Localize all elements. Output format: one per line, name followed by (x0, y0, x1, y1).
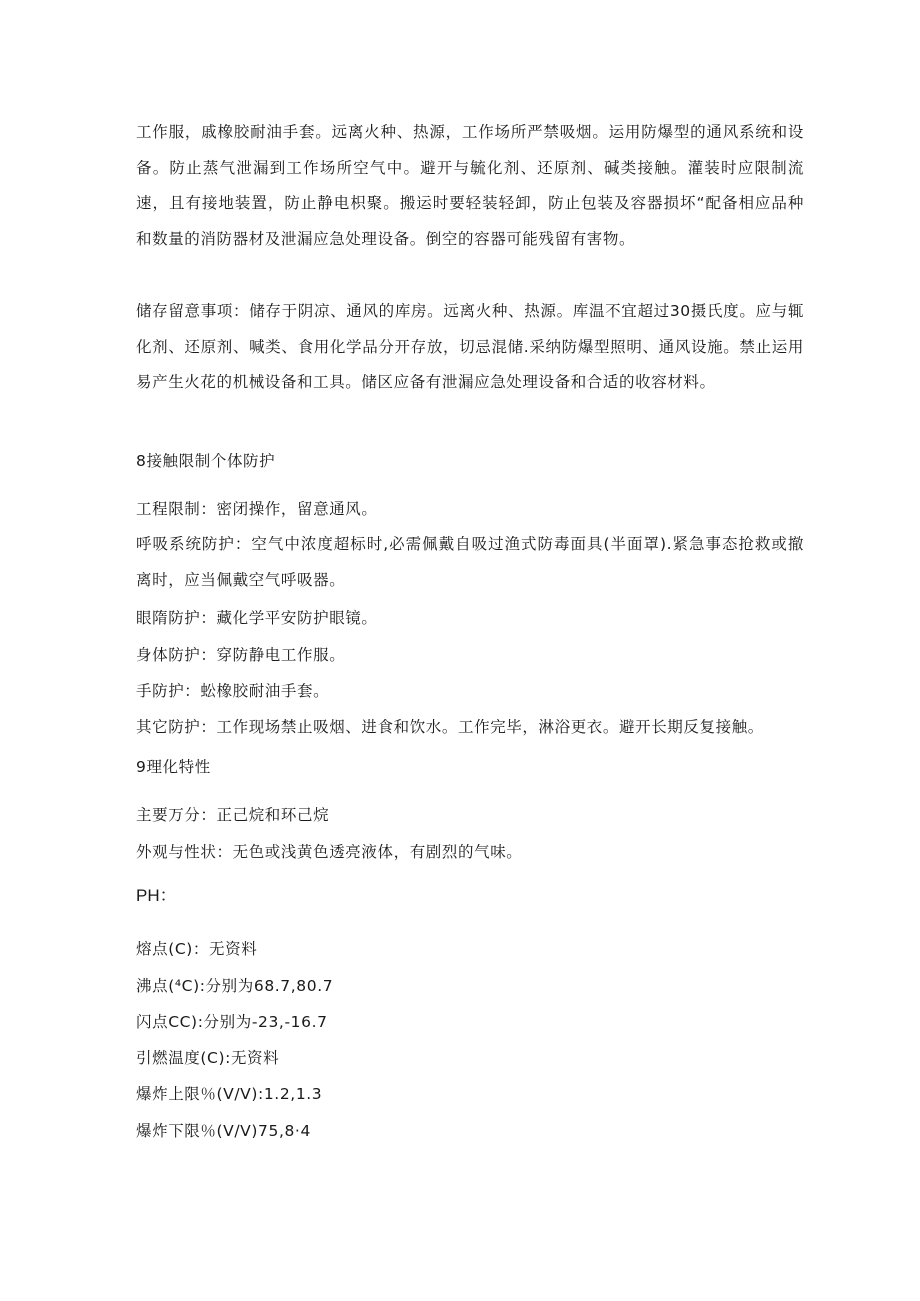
engineering-control-line: 工程限制：密闭操作，留意通风。 (136, 500, 378, 518)
section-8-heading: 8接触限制个体防护 (136, 452, 276, 470)
body-protection-line: 身体防护：穿防静电工作服。 (136, 646, 346, 664)
other-protection-line: 其它防护：工作现场禁止吸烟、进食和饮水。工作完毕，淋浴更衣。避开长期反复接触。 (136, 718, 764, 736)
section-9-heading: 9理化特性 (136, 758, 211, 776)
handling-precautions-paragraph: 工作服，戚橡胶耐油手套。远离火种、热源，工作场所严禁吸烟。运用防爆型的通风系统和设备。防止蒸气泄漏到工作场所空气中。避开与毓化剂、还原剂、碱类接触。灌装时应限制流速，且有接地装置，防止静电枳聚。搬运时要轻装轻卸，防止包装及容器损坏“配备相应品种和数量的消防器材及泄漏应急处理设备。倒空的容器可能残留有害物。 (136, 123, 804, 248)
main-components-line: 主要万分：正己烷和环己烷 (136, 806, 330, 824)
storage-precautions-paragraph: 储存留意事项：储存于阴凉、通风的库房。远离火种、热源。库温不宜超过30摄氏度。应与辄化剂、还原剂、喊类、食用化学品分开存放，切忌混储.采纳防爆型照明、通风设施。禁止运用易产生火花的机械设备和工具。储区应备有泄漏应急处理设备和合适的收容材料。 (136, 302, 804, 391)
boiling-point-line: 沸点(⁴C):分别为68.7,80.7 (136, 977, 334, 995)
ignition-temperature-line: 引燃温度(C):无资料 (136, 1049, 280, 1067)
ph-line: PH： (136, 886, 177, 905)
flash-point-line: 闪点CC):分别为-23,-16.7 (136, 1013, 328, 1031)
respiratory-protection-paragraph: 呼吸系统防护：空气中浓度超标时,必需佩戴自吸过渔式防毒面具(半面罩).紧急事态抢救或撤离时，应当佩戴空气呼吸器。 (136, 535, 804, 589)
melting-point-line: 熔点(C)：无资料 (136, 940, 258, 958)
hand-protection-line: 手防护：蚣橡胶耐油手套。 (136, 682, 330, 700)
upper-explosion-limit-line: 爆炸上限％(V/V):1.2,1.3 (136, 1085, 323, 1103)
appearance-line: 外观与性状：无色或浅黄色透亮液体，有剧烈的气味。 (136, 843, 523, 861)
eye-protection-line: 眼隋防护：藏化学平安防护眼镜。 (136, 609, 378, 627)
lower-explosion-limit-line: 爆炸下限％(V∕V)75,8·4 (136, 1122, 311, 1140)
